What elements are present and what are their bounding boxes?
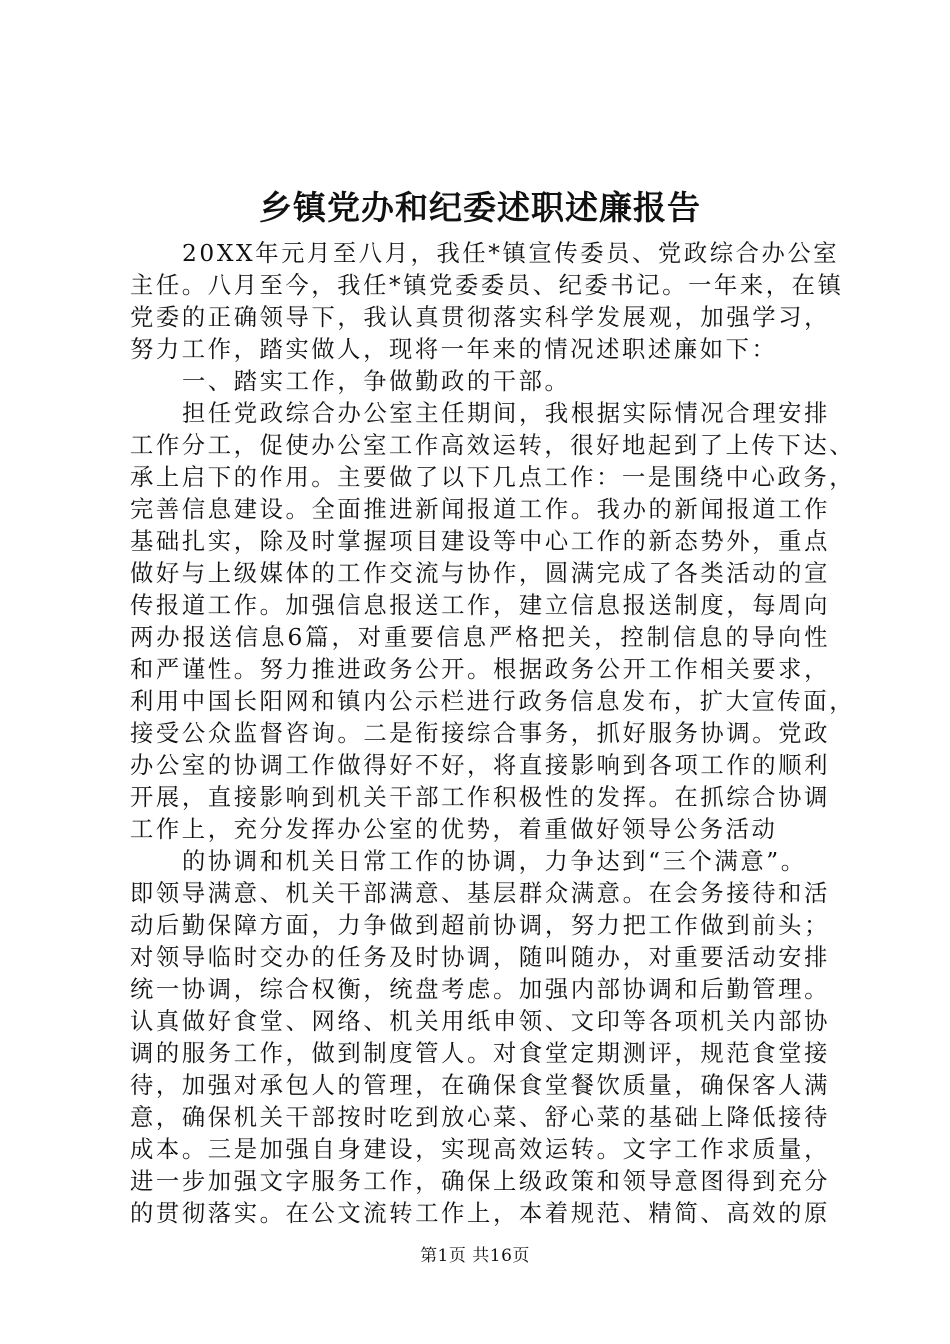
paragraph-line: 的贯彻落实。在公文流转工作上，本着规范、精简、高效的原 [130,1200,830,1227]
paragraph-line: 对领导临时交办的任务及时协调，随叫随办，对重要活动安排 [130,944,830,971]
paragraph-line: 20XX年元月至八月，我任*镇宣传委员、党政综合办公室 [182,240,840,267]
paragraph-line: 做好与上级媒体的工作交流与协作，圆满完成了各类活动的宣 [130,560,830,587]
paragraph-line: 基础扎实，除及时掌握项目建设等中心工作的新态势外，重点 [130,528,830,555]
paragraph-line: 接受公众监督咨询。二是衔接综合事务，抓好服务协调。党政 [130,720,830,747]
paragraph-line: 利用中国长阳网和镇内公示栏进行政务信息发布，扩大宣传面， [130,688,856,715]
section-heading: 一、踏实工作，争做勤政的干部。 [182,368,571,395]
paragraph-line: 动后勤保障方面，力争做到超前协调，努力把工作做到前头； [130,912,830,939]
document-body [130,238,856,1230]
paragraph-line: 办公室的协调工作做得好不好，将直接影响到各项工作的顺利 [130,752,830,779]
paragraph-line: 调的服务工作，做到制度管人。对食堂定期测评，规范食堂接 [130,1040,830,1067]
document-title: 乡镇党办和纪委述职述廉报告 [259,188,701,227]
paragraph-line: 和严谨性。努力推进政务公开。根据政务公开工作相关要求， [130,656,830,683]
paragraph-line: 完善信息建设。全面推进新闻报道工作。我办的新闻报道工作 [130,496,830,523]
paragraph-line: 即领导满意、机关干部满意、基层群众满意。在会务接待和活 [130,880,830,907]
paragraph-line: 承上启下的作用。主要做了以下几点工作：一是围绕中心政务， [130,464,856,491]
paragraph-line: 努力工作，踏实做人，现将一年来的情况述职述廉如下： [130,336,778,363]
paragraph-line: 担任党政综合办公室主任期间，我根据实际情况合理安排 [182,400,830,427]
paragraph-line: 统一协调，综合权衡，统盘考虑。加强内部协调和后勤管理。 [130,976,830,1003]
paragraph-line: 认真做好食堂、网络、机关用纸申领、文印等各项机关内部协 [130,1008,830,1035]
paragraph-line: 的协调和机关日常工作的协调，力争达到“三个满意”。 [182,848,807,875]
paragraph-line: 成本。三是加强自身建设，实现高效运转。文字工作求质量， [130,1136,830,1163]
paragraph-line: 党委的正确领导下，我认真贯彻落实科学发展观，加强学习， [130,304,830,331]
paragraph-line: 传报道工作。加强信息报送工作，建立信息报送制度，每周向 [130,592,830,619]
paragraph-line: 意，确保机关干部按时吃到放心菜、舒心菜的基础上降低接待 [130,1104,830,1131]
paragraph-line: 主任。八月至今，我任*镇党委委员、纪委书记。一年来，在镇 [130,272,844,299]
paragraph-line: 工作分工，促使办公室工作高效运转，很好地起到了上传下达、 [130,432,856,459]
paragraph-line: 待，加强对承包人的管理，在确保食堂餐饮质量，确保客人满 [130,1072,830,1099]
paragraph-line: 进一步加强文字服务工作，确保上级政策和领导意图得到充分 [130,1168,830,1195]
paragraph-line: 工作上，充分发挥办公室的优势，着重做好领导公务活动 [130,816,778,843]
paragraph-line: 两办报送信息6篇，对重要信息严格把关，控制信息的导向性 [130,624,830,651]
paragraph-line: 开展，直接影响到机关干部工作积极性的发挥。在抓综合协调 [130,784,830,811]
page-number: 第1页 共16页 [420,1246,530,1266]
